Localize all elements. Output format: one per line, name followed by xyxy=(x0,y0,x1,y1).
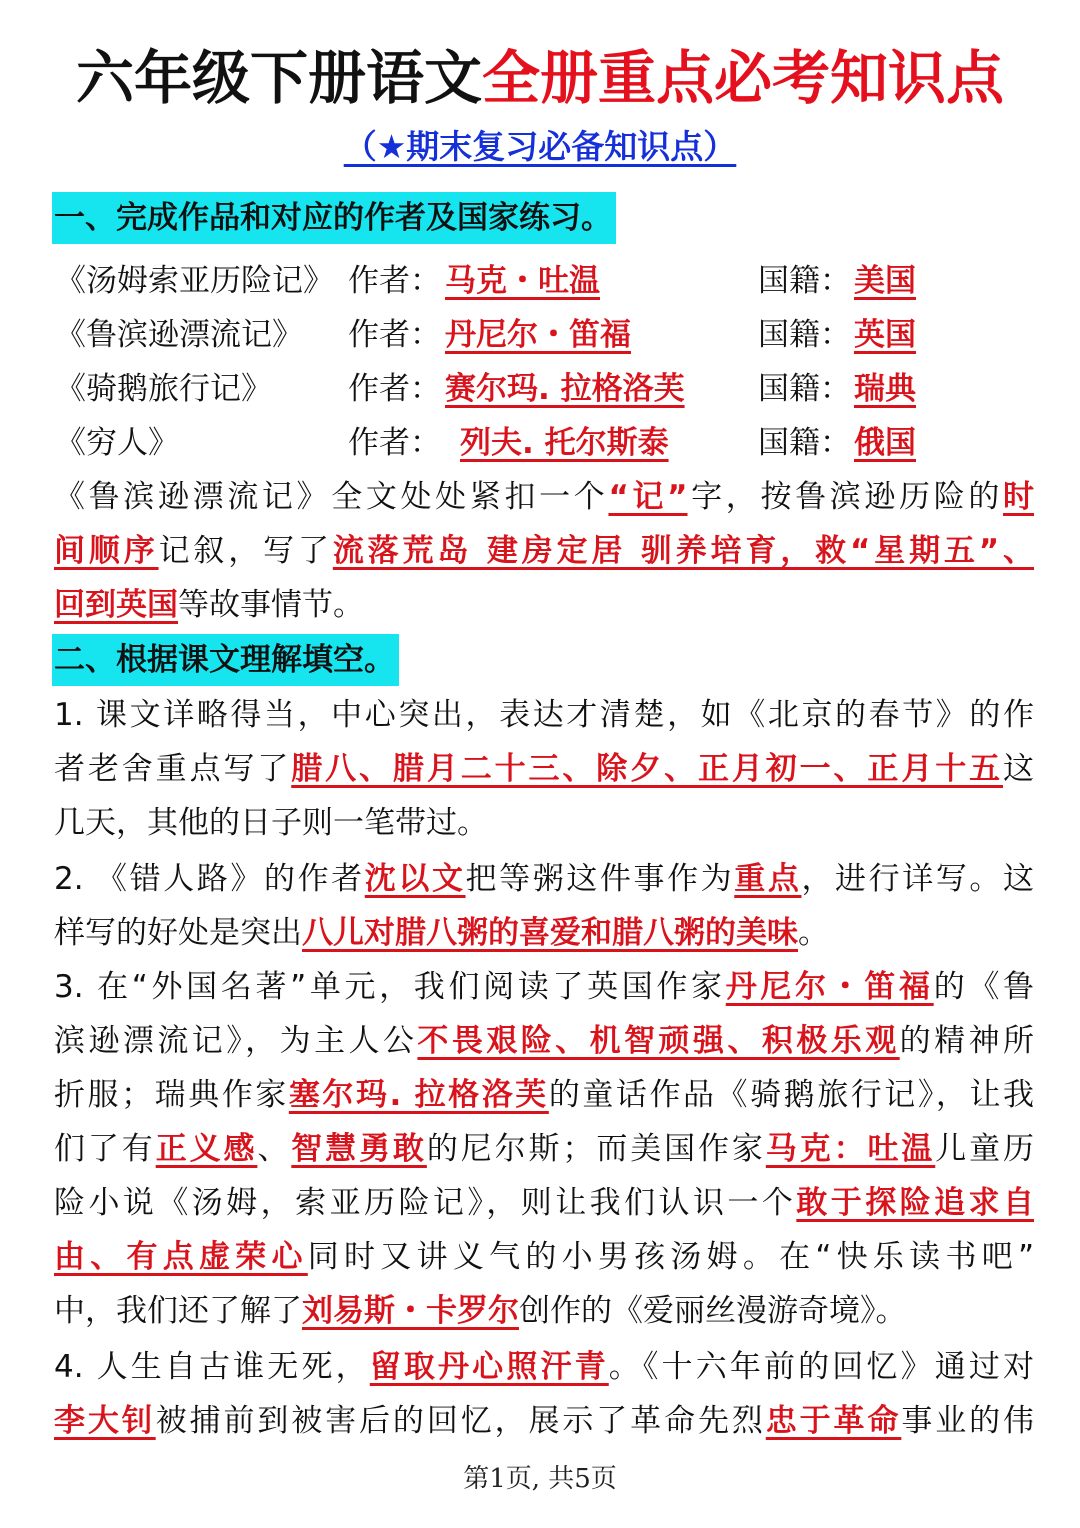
body-text: ，进行详写。这 xyxy=(801,861,1034,897)
page-title xyxy=(0,40,1080,116)
country-label: 国籍： xyxy=(758,425,851,461)
answer-text: 回到英国 xyxy=(54,587,178,623)
answer-text: 时 xyxy=(1003,479,1034,515)
answer-text: 敢于探险追求自 xyxy=(796,1185,1034,1221)
body-text: 3. 在“外国名著”单元，我们阅读了英国作家 xyxy=(54,969,726,1005)
answer-text: 智慧勇敢 xyxy=(291,1131,427,1167)
author-answer: 赛尔玛. 拉格洛芙 xyxy=(445,371,685,407)
paragraph-line xyxy=(54,524,1034,578)
subtitle-text: （★期末复习必备知识点） xyxy=(343,127,737,166)
body-text: 2. 《错人路》的作者 xyxy=(54,861,365,897)
work-row xyxy=(55,308,1045,362)
answer-text: 由、有点虚荣心 xyxy=(54,1239,308,1275)
country-answer: 瑞典 xyxy=(854,371,916,407)
author-answer: 马克・吐温 xyxy=(445,263,600,299)
question-line xyxy=(54,796,1034,850)
body-text: 同时又讲义气的小男孩汤姆。在“快乐读书吧” xyxy=(307,1239,1034,1275)
page-footer: 第1页, 共5页 xyxy=(463,1464,617,1494)
body-text: 险小说《汤姆，索亚历险记》，则让我们认识一个 xyxy=(54,1185,797,1221)
question-line xyxy=(54,1122,1034,1176)
body-text: 中，我们还了解了 xyxy=(54,1293,302,1329)
answer-text: 忠于革命 xyxy=(765,1403,902,1439)
body-text: 记叙，写了 xyxy=(158,533,333,569)
answer-text: 塞尔玛. 拉格洛芙 xyxy=(288,1077,549,1113)
title-red: 全册重点必考知识点 xyxy=(482,44,1005,112)
body-text: 的尼尔斯；而美国作家 xyxy=(426,1131,766,1167)
question-line xyxy=(54,852,1034,906)
body-text: 这 xyxy=(1003,751,1034,787)
answer-text: 腊八、腊月二十三、除夕、正月初一、正月十五 xyxy=(291,751,1003,787)
author-label: 作者： xyxy=(348,371,441,407)
answer-text: 马克：吐温 xyxy=(765,1131,936,1167)
answer-text: 重点 xyxy=(734,861,802,897)
body-text: 把等粥这件事作为 xyxy=(465,861,735,897)
title-black: 六年级下册语文 xyxy=(75,44,482,112)
work-row xyxy=(55,254,1045,308)
body-text: 等故事情节。 xyxy=(178,587,364,623)
body-text: 1. 课文详略得当，中心突出，表达才清楚，如《北京的春节》的作 xyxy=(54,697,1034,733)
author-answer: 列夫. 托尔斯泰 xyxy=(460,425,669,461)
body-text: 。 xyxy=(798,915,829,951)
question-line xyxy=(54,1068,1034,1122)
body-text: 4. 人生自古谁无死， xyxy=(54,1349,370,1385)
answer-text: “记” xyxy=(608,479,688,515)
question-line xyxy=(54,1340,1034,1394)
answer-text: 流落荒岛 建房定居 驯养培育，救“星期五”、 xyxy=(332,533,1034,569)
question-line xyxy=(54,1394,1034,1448)
body-text: 、 xyxy=(257,1131,292,1167)
answer-text: 间顺序 xyxy=(54,533,159,569)
body-text: 儿童历 xyxy=(935,1131,1034,1167)
section-heading-1: 一、完成作品和对应的作者及国家练习。 xyxy=(52,192,616,244)
body-text: 字，按鲁滨逊历险的 xyxy=(687,479,1004,515)
book-title: 《鲁滨逊漂流记》 xyxy=(55,317,303,353)
work-row xyxy=(55,416,1045,470)
question-line xyxy=(54,742,1034,796)
section-heading-2: 二、根据课文理解填空。 xyxy=(52,634,399,686)
answer-text: 留取丹心照汗青 xyxy=(369,1349,609,1385)
body-text: 创作的《爱丽丝漫游奇境》。 xyxy=(519,1293,907,1329)
author-label: 作者： xyxy=(348,263,441,299)
answer-text: 正义感 xyxy=(155,1131,258,1167)
question-line xyxy=(54,906,1034,960)
body-text: 的童话作品《骑鹅旅行记》，让我 xyxy=(548,1077,1034,1113)
answer-text: 沈以文 xyxy=(364,861,466,897)
question-line xyxy=(54,960,1034,1014)
question-line xyxy=(54,688,1034,742)
body-text: 滨逊漂流记》，为主人公 xyxy=(54,1023,418,1059)
paragraph-line xyxy=(54,578,1034,632)
body-text: 的《鲁 xyxy=(933,969,1034,1005)
answer-text: 八儿对腊八粥的喜爱和腊八粥的美味 xyxy=(302,915,798,951)
body-text: 事业的伟 xyxy=(901,1403,1034,1439)
country-label: 国籍： xyxy=(758,371,851,407)
body-text: 折服；瑞典作家 xyxy=(54,1077,289,1113)
book-title: 《汤姆索亚历险记》 xyxy=(55,263,334,299)
work-row xyxy=(55,362,1045,416)
question-line xyxy=(54,1284,1034,1338)
body-text: 者老舍重点写了 xyxy=(54,751,292,787)
author-answer: 丹尼尔・笛福 xyxy=(445,317,631,353)
book-title: 《穷人》 xyxy=(55,425,179,461)
author-label: 作者： xyxy=(348,425,441,461)
body-text: 被捕前到被害后的回忆，展示了革命先烈 xyxy=(155,1403,766,1439)
question-line xyxy=(54,1176,1034,1230)
body-text: 几天，其他的日子则一笔带过。 xyxy=(54,805,488,841)
body-text: 的精神所 xyxy=(899,1023,1034,1059)
answer-text: 李大钊 xyxy=(54,1403,156,1439)
body-text: 们了有 xyxy=(54,1131,156,1167)
country-answer: 俄国 xyxy=(854,425,916,461)
question-line xyxy=(54,1014,1034,1068)
country-label: 国籍： xyxy=(758,263,851,299)
body-text: 《鲁滨逊漂流记》全文处处紧扣一个 xyxy=(54,479,609,515)
country-answer: 英国 xyxy=(854,317,916,353)
answer-text: 刘易斯・卡罗尔 xyxy=(302,1293,519,1329)
country-answer: 美国 xyxy=(854,263,916,299)
country-label: 国籍： xyxy=(758,317,851,353)
book-title: 《骑鹅旅行记》 xyxy=(55,371,272,407)
body-text: 。《十六年前的回忆》通过对 xyxy=(608,1349,1034,1385)
author-label: 作者： xyxy=(348,317,441,353)
paragraph-line xyxy=(54,470,1034,524)
body-text: 样写的好处是突出 xyxy=(54,915,302,951)
answer-text: 不畏艰险、机智顽强、积极乐观 xyxy=(417,1023,900,1059)
page-subtitle xyxy=(0,124,1080,170)
question-line xyxy=(54,1230,1034,1284)
answer-text: 丹尼尔・笛福 xyxy=(725,969,934,1005)
